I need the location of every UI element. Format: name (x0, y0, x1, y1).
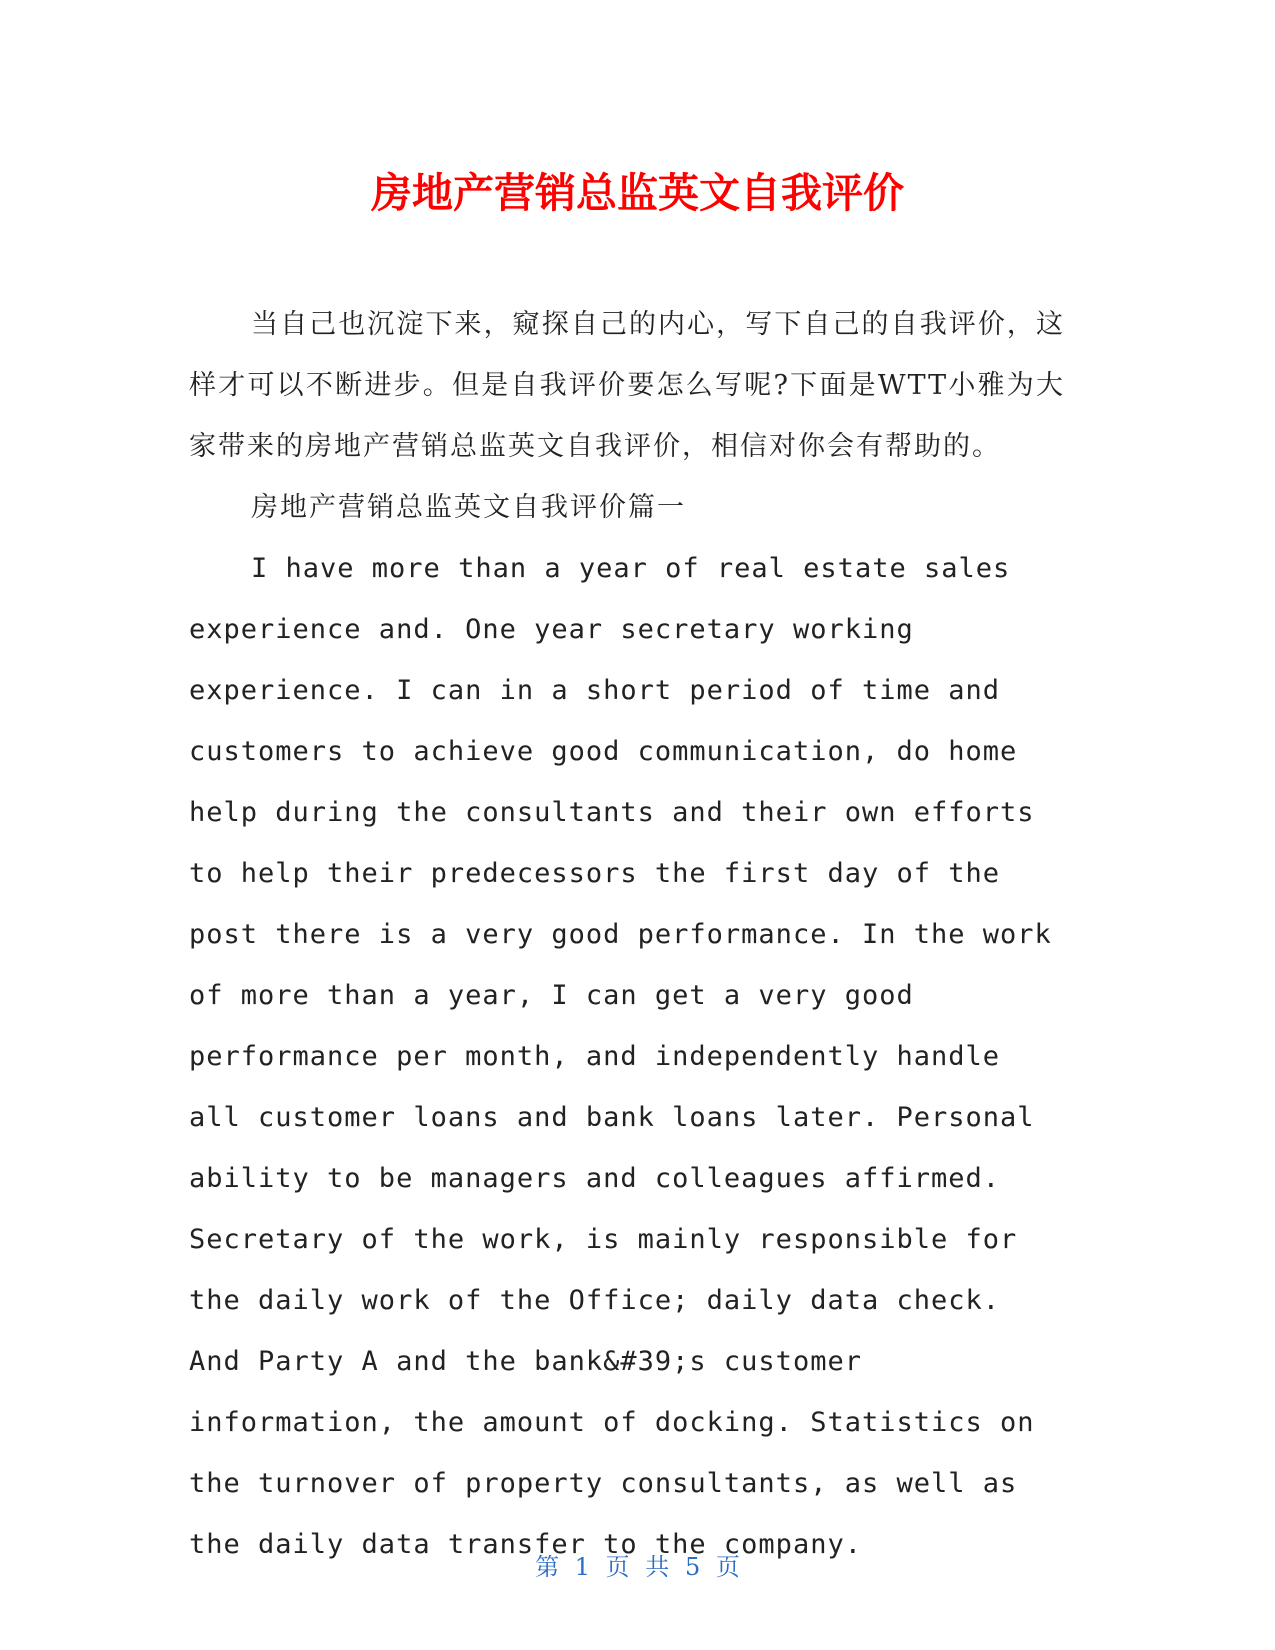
section-heading: 房地产营销总监英文自我评价篇一 (251, 492, 686, 523)
document-body (189, 294, 1065, 1575)
intro-paragraph: 当自己也沉淀下来，窥探自己的内心，写下自己的自我评价，这样才可以不断进步。但是自我评价要怎么写呢?下面是WTT小雅为大家带来的房地产营销总监英文自我评价，相信对你会有帮助的。 (189, 309, 1065, 462)
document-title: 房地产营销总监英文自我评价 (371, 169, 904, 217)
page-number-footer: 第 1 页 共 5 页 (535, 1553, 740, 1581)
english-paragraph: I have more than a year of real estate sales experience and. One year secretary working experience. I can in a short period of time and customers to achieve good communication, do home help during the consultants and their own efforts to help their predecessors the first day of the post there is a very good performance. In the work of more than a year, I can get a very good performance per month, and independently handle all customer loans and bank loans later. Personal ability to be managers and colleagues affirmed. Secretary of the work, is mainly responsible for the daily work of the Office; daily data check. And Party A and the bank&#39;s customer information, the amount of docking. Statistics on the turnover of property consultants, as well as the daily data transfer to the company. (189, 553, 1052, 1560)
